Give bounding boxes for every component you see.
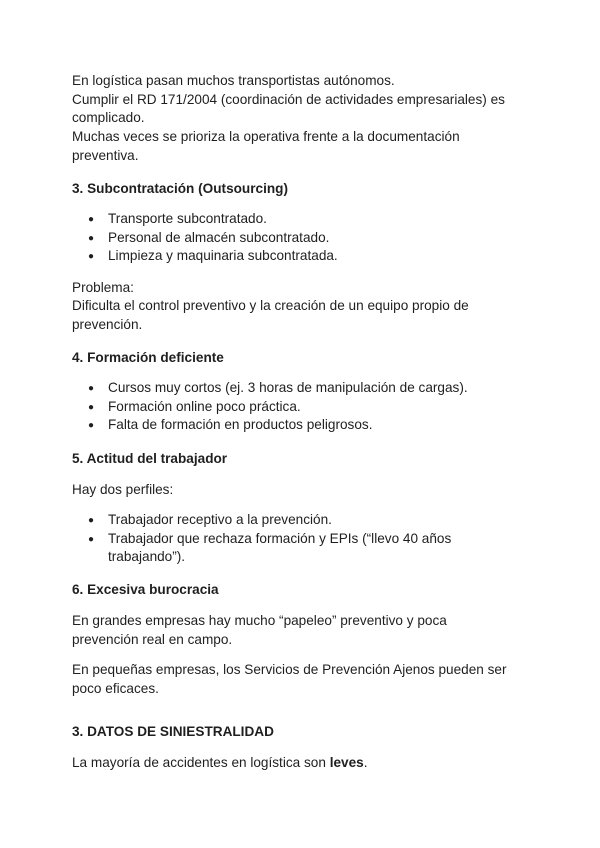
bullet-icon: ● bbox=[88, 214, 95, 225]
bullet-icon: ● bbox=[88, 233, 95, 244]
bullet-icon: ● bbox=[88, 402, 95, 413]
list-item: ● Trabajador receptivo a la prevención. bbox=[88, 510, 332, 530]
list-item: ● Formación online poco práctica. bbox=[88, 397, 301, 417]
intro-line-5: preventiva. bbox=[72, 148, 139, 163]
bullet-icon: ● bbox=[88, 420, 95, 431]
datos-heading: 3. DATOS DE SINIESTRALIDAD bbox=[72, 724, 274, 739]
list-item: ● Trabajador que rechaza formación y EPIs (“llevo 40 años bbox=[88, 529, 451, 549]
intro-line-2: Cumplir el RD 171/2004 (coordinación de actividades empresariales) es bbox=[72, 92, 505, 107]
list-item: ● Falta de formación en productos peligrosos. bbox=[88, 415, 372, 435]
list-item: ● Transporte subcontratado. bbox=[88, 209, 267, 229]
list-item: ● Cursos muy cortos (ej. 3 horas de manipulación de cargas). bbox=[88, 378, 468, 398]
intro-line-4: Muchas veces se prioriza la operativa frente a la documentación bbox=[72, 129, 460, 144]
bullet-icon: ● bbox=[88, 534, 95, 545]
intro-line-3: complicado. bbox=[72, 110, 145, 125]
section-5-intro: Hay dos perfiles: bbox=[72, 482, 174, 497]
bullet-icon: ● bbox=[88, 383, 95, 394]
section-3-heading: 3. Subcontratación (Outsourcing) bbox=[72, 181, 288, 196]
bullet-icon: ● bbox=[88, 251, 95, 262]
list-item: ● Personal de almacén subcontratado. bbox=[88, 228, 329, 248]
list-item-continuation: trabajando”). bbox=[108, 549, 186, 564]
section-5-heading: 5. Actitud del trabajador bbox=[72, 451, 228, 466]
section-6-para-2-line-1: En pequeñas empresas, los Servicios de Prevención Ajenos pueden ser bbox=[72, 662, 507, 677]
datos-bold-word: leves bbox=[329, 755, 364, 770]
section-6-para-2-line-2: poco eficaces. bbox=[72, 681, 159, 696]
datos-text: La mayoría de accidentes en logística son leves. bbox=[72, 755, 368, 770]
section-6-heading: 6. Excesiva burocracia bbox=[72, 582, 219, 597]
intro-line-1: En logística pasan muchos transportistas autónomos. bbox=[72, 73, 395, 88]
list-item: ● Limpieza y maquinaria subcontratada. bbox=[88, 246, 338, 266]
bullet-icon: ● bbox=[88, 515, 95, 526]
section-4-heading: 4. Formación deficiente bbox=[72, 350, 224, 365]
section-6-para-1-line-2: prevención real en campo. bbox=[72, 632, 233, 647]
problem-line-2: prevención. bbox=[72, 317, 143, 332]
problem-line-1: Dificulta el control preventivo y la creación de un equipo propio de bbox=[72, 298, 469, 313]
section-6-para-1-line-1: En grandes empresas hay mucho “papeleo” preventivo y poca bbox=[72, 613, 447, 628]
problem-label: Problema: bbox=[72, 280, 134, 295]
